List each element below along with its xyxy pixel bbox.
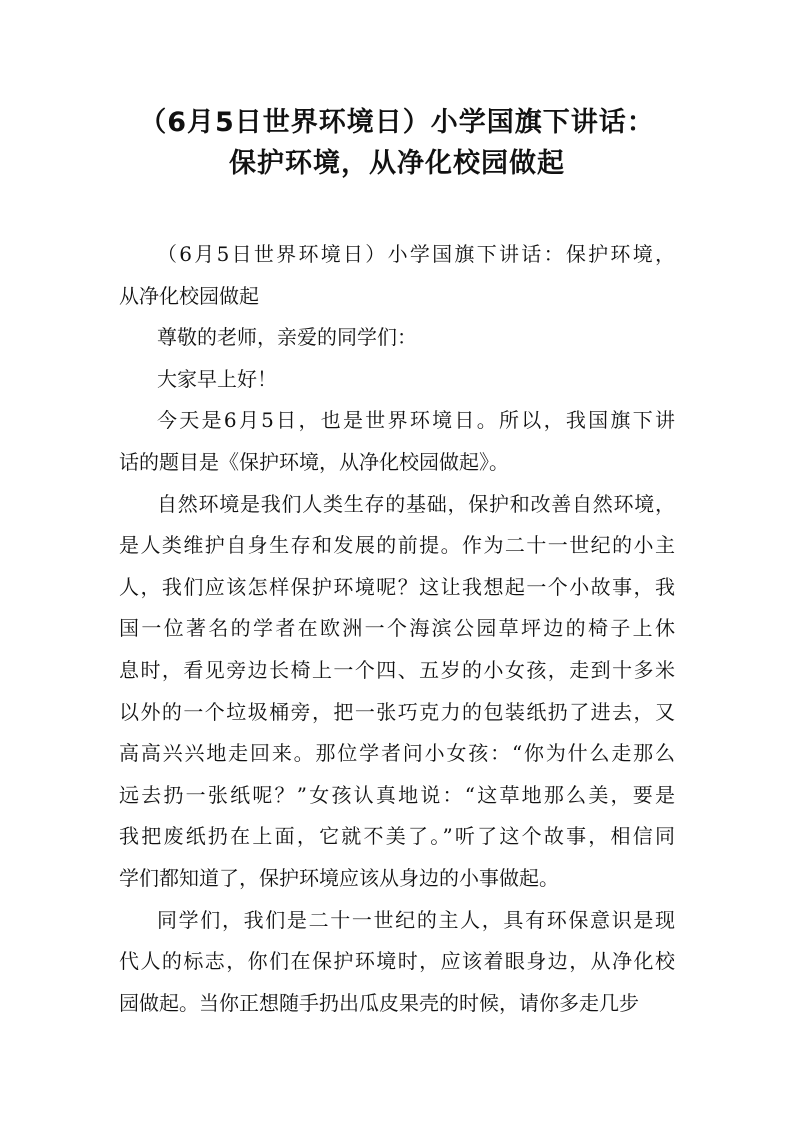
paragraph-line: 尊敬的老师，亲爱的同学们： <box>157 325 417 350</box>
paragraph-line: 远去扔一张纸呢？”女孩认真地说：“这草地那么美，要是 <box>119 782 675 807</box>
paragraph-line: 话的题目是《保护环境，从净化校园做起》。 <box>119 449 509 474</box>
paragraph-line: 园做起。当你正想随手扔出瓜皮果壳的时候，请你多走几步 <box>119 990 639 1015</box>
document-body <box>119 234 675 1024</box>
paragraph <box>119 317 675 359</box>
paragraph <box>119 234 675 317</box>
paragraph <box>119 484 675 900</box>
paragraph-line: 从净化校园做起 <box>119 283 259 308</box>
paragraph <box>119 359 675 401</box>
document-title-line-2: 保护环境，从净化校园做起 <box>229 148 565 179</box>
paragraph <box>119 900 675 1025</box>
paragraph-line: 我把废纸扔在上面，它就不美了。”听了这个故事，相信同 <box>119 824 675 849</box>
paragraph-line: 是人类维护自身生存和发展的前提。作为二十一世纪的小主 <box>119 533 675 558</box>
paragraph-line: 大家早上好！ <box>157 366 277 391</box>
paragraph-line: 国一位著名的学者在欧洲一个海滨公园草坪边的椅子上休 <box>119 616 675 641</box>
document-title-line-1: （6月5日世界环境日）小学国旗下讲话： <box>139 107 655 138</box>
paragraph-line: 息时，看见旁边长椅上一个四、五岁的小女孩，走到十多米 <box>119 657 675 682</box>
paragraph-line: （6月5日世界环境日）小学国旗下讲话：保护环境， <box>157 242 675 266</box>
paragraph-line: 人，我们应该怎样保护环境呢？这让我想起一个小故事，我 <box>119 574 675 599</box>
paragraph-line: 代人的标志，你们在保护环境时，应该着眼身边，从净化校 <box>119 949 675 974</box>
paragraph-line: 今天是6月5日，也是世界环境日。所以，我国旗下讲 <box>157 408 675 433</box>
paragraph-line: 高高兴兴地走回来。那位学者问小女孩：“你为什么走那么 <box>119 741 675 766</box>
paragraph-line: 同学们，我们是二十一世纪的主人，具有环保意识是现 <box>157 907 675 932</box>
paragraph-line: 自然环境是我们人类生存的基础，保护和改善自然环境， <box>157 491 675 516</box>
paragraph <box>119 400 675 483</box>
paragraph-line: 以外的一个垃圾桶旁，把一张巧克力的包装纸扔了进去，又 <box>119 699 675 724</box>
paragraph-line: 学们都知道了，保护环境应该从身边的小事做起。 <box>119 865 559 890</box>
